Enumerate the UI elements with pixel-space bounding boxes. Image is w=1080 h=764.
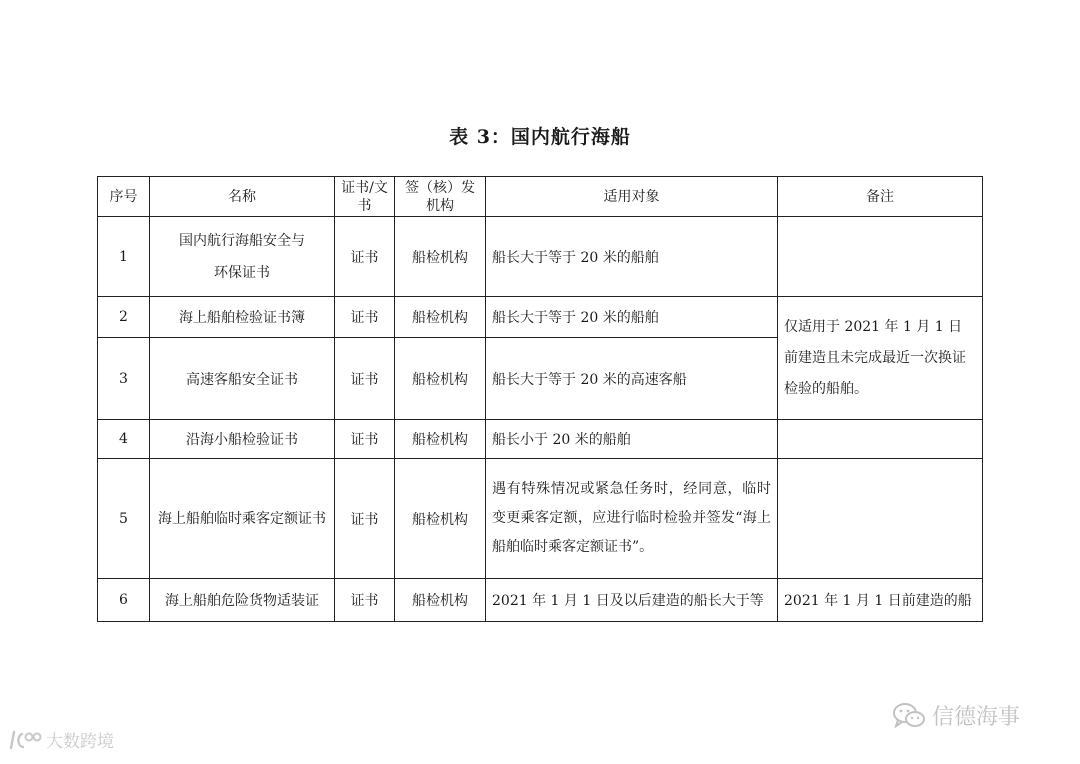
cell-no: 2: [98, 297, 150, 338]
cell-scope: 船长大于等于 20 米的船舶: [486, 297, 778, 338]
cell-name: 高速客船安全证书: [150, 338, 335, 420]
cell-issuer: 船检机构: [395, 338, 486, 420]
cell-no: 3: [98, 338, 150, 420]
cell-scope: 船长大于等于 20 米的高速客船: [486, 338, 778, 420]
certificate-table: [97, 176, 983, 622]
table-row: [98, 217, 983, 297]
table-row: [98, 459, 983, 579]
cell-no: 6: [98, 579, 150, 622]
cell-issuer: 船检机构: [395, 459, 486, 579]
cell-no: 1: [98, 217, 150, 297]
cell-scope: 2021 年 1 月 1 日及以后建造的船长大于等: [486, 579, 778, 622]
header-scope: 适用对象: [486, 177, 778, 217]
header-name: 名称: [150, 177, 335, 217]
cell-type: 证书: [335, 579, 395, 622]
cell-remark: [778, 217, 983, 297]
cell-no: 4: [98, 420, 150, 459]
table-title: 表 3：国内航行海船: [449, 126, 631, 148]
cell-no: 5: [98, 459, 150, 579]
watermark-right: [892, 700, 1020, 731]
watermark-right-text: 信德海事: [932, 705, 1021, 730]
cell-type: 证书: [335, 459, 395, 579]
cell-name: 海上船舶危险货物适装证: [150, 579, 335, 622]
cell-scope: 船长大于等于 20 米的船舶: [486, 217, 778, 297]
cell-remark-merged: 仅适用于 2021 年 1 月 1 日前建造且未完成最近一次换证检验的船舶。: [778, 297, 983, 420]
cell-type: 证书: [335, 420, 395, 459]
cell-name: 海上船舶检验证书簿: [150, 297, 335, 338]
cell-remark: [778, 459, 983, 579]
cell-scope: 船长小于 20 米的船舶: [486, 420, 778, 459]
wechat-icon: [892, 701, 926, 731]
cell-type: 证书: [335, 338, 395, 420]
header-no: 序号: [98, 177, 150, 217]
watermark-left: [8, 727, 114, 752]
header-issuer: 签（核）发机构: [395, 177, 486, 217]
header-cert-doc: 证书/文书: [335, 177, 395, 217]
cell-issuer: 船检机构: [395, 420, 486, 459]
header-remark: 备注: [778, 177, 983, 217]
cell-name: 沿海小船检验证书: [150, 420, 335, 459]
cell-name: 国内航行海船安全与环保证书: [150, 217, 335, 297]
cell-issuer: 船检机构: [395, 297, 486, 338]
brand-logo-icon: [8, 728, 42, 752]
cell-issuer: 船检机构: [395, 217, 486, 297]
cell-name: 海上船舶临时乘客定额证书: [150, 459, 335, 579]
cell-remark: [778, 420, 983, 459]
cell-type: 证书: [335, 217, 395, 297]
table-row: [98, 297, 983, 338]
table-row: [98, 579, 983, 622]
cell-type: 证书: [335, 297, 395, 338]
table-row: [98, 420, 983, 459]
watermark-left-text: 大数跨境: [46, 732, 114, 752]
cell-scope: 遇有特殊情况或紧急任务时，经同意，临时变更乘客定额，应进行临时检验并签发“海上船舶临时乘客定额证书”。: [486, 459, 778, 579]
cell-issuer: 船检机构: [395, 579, 486, 622]
table-header-row: [98, 177, 983, 217]
cell-remark: 2021 年 1 月 1 日前建造的船: [778, 579, 983, 622]
